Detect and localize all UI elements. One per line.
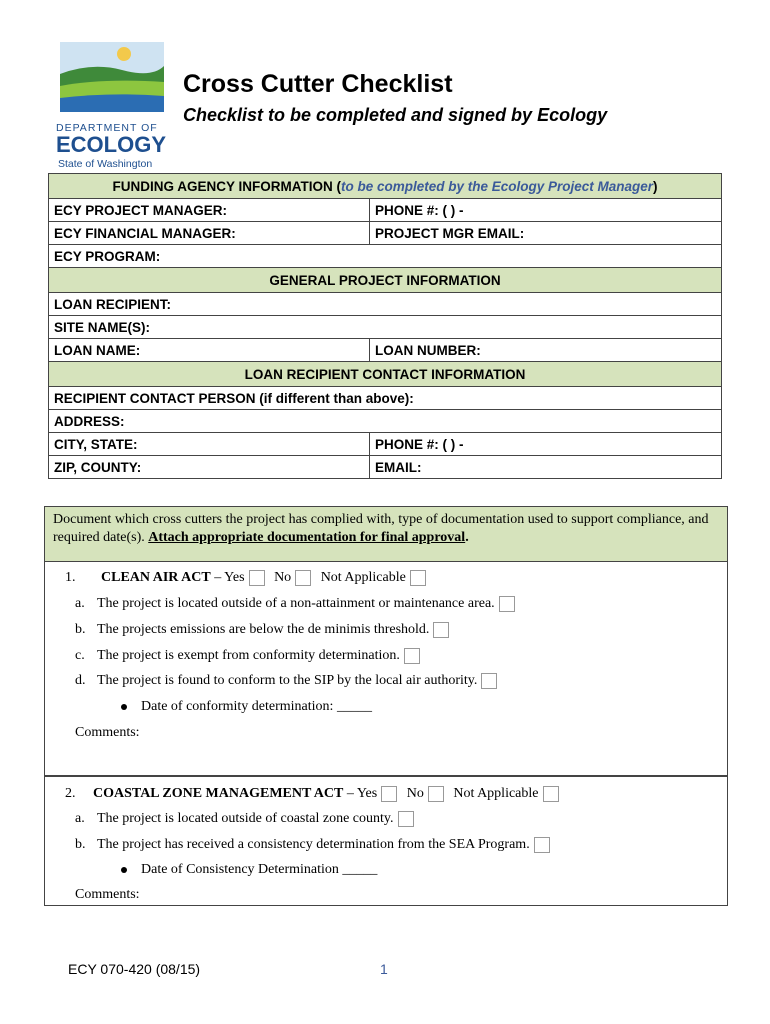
financial-manager-field[interactable]: ECY FINANCIAL MANAGER: xyxy=(49,222,370,245)
section2-title: COASTAL ZONE MANAGEMENT ACT xyxy=(93,786,344,802)
section1-comments[interactable]: Comments: xyxy=(75,725,140,740)
section1-item-d: d. The project is found to conform to the SIP by the local air authority. xyxy=(75,673,497,689)
section2-comments[interactable]: Comments: xyxy=(75,887,140,902)
page-subtitle: Checklist to be completed and signed by Ecology xyxy=(183,105,608,125)
contact-person-field[interactable]: RECIPIENT CONTACT PERSON (if different than above): xyxy=(49,387,722,410)
section1-number: 1. xyxy=(65,570,76,586)
coastal-zone-section: 2. COASTAL ZONE MANAGEMENT ACT – Yes No Not Applicable a. The project is located outside of coastal zone county. b. The project has received a consistency determination from the SEA Program. Date of Consistency Determination _____ Comments: xyxy=(44,775,728,906)
section1-na-checkbox[interactable] xyxy=(410,570,426,586)
bullet-icon xyxy=(121,867,127,873)
section2-item-a: a. The project is located outside of coastal zone county. xyxy=(75,811,414,827)
ecology-logo xyxy=(52,40,170,172)
form-id: ECY 070-420 (08/15) xyxy=(68,961,201,977)
section1-title: CLEAN AIR ACT xyxy=(101,570,211,586)
zip-county-field[interactable]: ZIP, COUNTY: xyxy=(49,456,370,479)
section2-item-b: b. The project has received a consistency determination from the SEA Program. xyxy=(75,837,550,853)
project-manager-field[interactable]: ECY PROJECT MANAGER: xyxy=(49,199,370,222)
section1-date-field[interactable]: Date of conformity determination: _____ xyxy=(121,699,372,715)
section2-a-checkbox[interactable] xyxy=(398,811,414,827)
site-names-field[interactable]: SITE NAME(S): xyxy=(49,316,722,339)
logo-line2: ECOLOGY xyxy=(56,132,167,157)
section1-item-a: a. The project is located outside of a non-attainment or maintenance area. xyxy=(75,596,515,612)
section1-yes-checkbox[interactable] xyxy=(249,570,265,586)
program-field[interactable]: ECY PROGRAM: xyxy=(49,245,722,268)
section1-item-c: c. The project is exempt from conformity determination. xyxy=(75,648,420,664)
section2-na-checkbox[interactable] xyxy=(543,786,559,802)
loan-name-field[interactable]: LOAN NAME: xyxy=(49,339,370,362)
info-table xyxy=(48,173,722,479)
loan-number-field[interactable]: LOAN NUMBER: xyxy=(370,339,722,362)
address-field[interactable]: ADDRESS: xyxy=(49,410,722,433)
loan-recipient-field[interactable]: LOAN RECIPIENT: xyxy=(49,293,722,316)
logo-line1: DEPARTMENT OF xyxy=(56,122,158,134)
contact-phone-field[interactable]: PHONE #: ( ) - xyxy=(370,433,722,456)
logo-line3: State of Washington xyxy=(58,158,153,170)
page-title: Cross Cutter Checklist xyxy=(183,70,453,98)
section1-d-checkbox[interactable] xyxy=(481,673,497,689)
section1-no-checkbox[interactable] xyxy=(295,570,311,586)
pm-email-field[interactable]: PROJECT MGR EMAIL: xyxy=(370,222,722,245)
funding-heading: FUNDING AGENCY INFORMATION (to be completed by the Ecology Project Manager) xyxy=(49,174,722,199)
section1-item-b: b. The projects emissions are below the de minimis threshold. xyxy=(75,622,449,638)
section2-b-checkbox[interactable] xyxy=(534,837,550,853)
section2-yes-checkbox[interactable] xyxy=(381,786,397,802)
city-state-field[interactable]: CITY, STATE: xyxy=(49,433,370,456)
section2-number: 2. xyxy=(65,786,76,802)
clean-air-act-section: 1. CLEAN AIR ACT – Yes No Not Applicable a. The project is located outside of a non-attainment or maintenance area. b. The projects emissions are below the de minimis threshold. c. The project is exempt from conformity determination. d. The project is found to conform to the SIP by the local air authority. Date of conformity determination: _____ Comments: xyxy=(44,561,728,777)
general-heading: GENERAL PROJECT INFORMATION xyxy=(49,268,722,293)
instructions-text: Document which cross cutters the project has complied with, type of documentation used to support compliance, and required date(s). xyxy=(53,512,709,545)
section2-date-field[interactable]: Date of Consistency Determination _____ xyxy=(121,862,377,878)
section1-c-checkbox[interactable] xyxy=(404,648,420,664)
section2-no-checkbox[interactable] xyxy=(428,786,444,802)
section1-b-checkbox[interactable] xyxy=(433,622,449,638)
instructions-link: Attach appropriate documentation for final approval xyxy=(148,530,466,545)
bullet-icon xyxy=(121,704,127,710)
phone-field[interactable]: PHONE #: ( ) - xyxy=(370,199,722,222)
section1-a-checkbox[interactable] xyxy=(499,596,515,612)
contact-email-field[interactable]: EMAIL: xyxy=(370,456,722,479)
instructions-box: Document which cross cutters the project has complied with, type of documentation used to support compliance, and required date(s). Attach appropriate documentation for final approval. xyxy=(44,506,728,562)
page-number: 1 xyxy=(380,961,388,977)
contact-heading: LOAN RECIPIENT CONTACT INFORMATION xyxy=(49,362,722,387)
landscape-logo-icon xyxy=(52,40,170,130)
